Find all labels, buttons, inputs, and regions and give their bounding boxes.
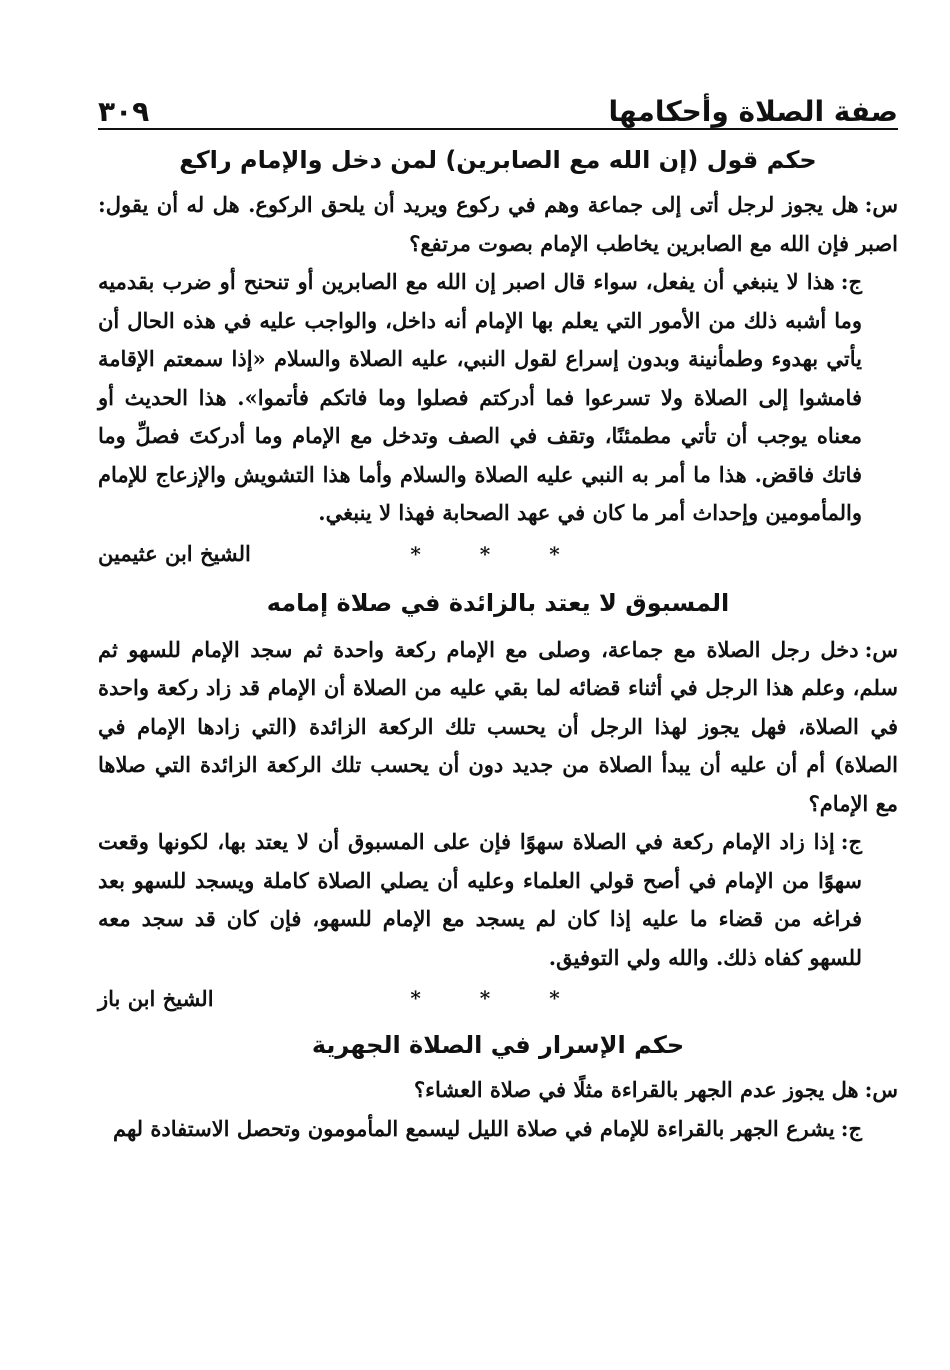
- answer-label: ج:: [840, 269, 862, 294]
- section-1-question: [98, 186, 898, 263]
- question-text: هل يجوز لرجل أتى إلى جماعة وهم في ركوع ويريد أن يلحق الركوع. هل له أن يقول: اصبر فإن الله مع الصابرين يخاطب الإمام بصوت مرتفع؟: [98, 192, 898, 256]
- answer-text: إذا زاد الإمام ركعة في الصلاة سهوًا فإن على المسبوق أن لا يعتد بها، لكونها وقعت سهوًا من الإمام في أصح قولي العلماء وعليه أن يصلي الصلاة كاملة ويسجد للسهو بعد فراغه من قضاء ما عليه إذا كان لم يسجد مع الإمام للسهو، فإن كان قد سجد معه للسهو كفاه ذلك. والله ولي التوفيق.: [98, 829, 862, 970]
- section-1: [98, 146, 898, 575]
- page-number: ٣٠٩: [98, 95, 150, 128]
- section-2-question: [98, 631, 898, 824]
- question-label: س:: [864, 636, 898, 662]
- section-3: [98, 1031, 898, 1148]
- book-title: صفة الصلاة وأحكامها: [608, 95, 898, 128]
- question-label: س:: [864, 192, 898, 217]
- section-2-signature: [98, 977, 898, 1019]
- section-2-title: المسبوق لا يعتد بالزائدة في صلاة إمامه: [266, 588, 730, 617]
- section-1-title: حكم قول (إن الله مع الصابرين) لمن دخل والإمام راكع: [179, 146, 817, 174]
- section-2-answer: [98, 823, 898, 977]
- answer-label: ج:: [840, 1115, 862, 1141]
- section-3-answer: [98, 1110, 898, 1149]
- answer-text: هذا لا ينبغي أن يفعل، سواء قال اصبر إن الله مع الصابرين أو تنحنح أو ضرب بقدميه وما أشبه ذلك من الأمور التي يعلم بها الإمام أنه داخل، والواجب عليه في هذه الحال أن يأتي بهدوء وطمأنينة وبدون إسراع لقول النبي، عليه الصلاة والسلام «إذا سمعتم الإقامة فامشوا إلى الصلاة ولا تسرعوا فما أدركتم فصلوا وما فاتكم فأتموا». هذا الحديث أو معناه يوجب أن تأتي مطمئنًا، وتقف في الصف وتدخل مع الإمام وما أدركتَ فصلِّ وما فاتك فاقض. هذا ما أمر به النبي عليه الصلاة والسلام وأما هذا التشويش والإزعاج للإمام والمأمومين وإحداث أمر ما كان في عهد الصحابة فهذا لا ينبغي.: [98, 269, 862, 525]
- question-text: دخل رجل الصلاة مع جماعة، وصلى مع الإمام ركعة واحدة ثم سجد الإمام للسهو ثم سلم، وعلم هذا الرجل في أثناء قضائه لما بقي عليه من الصلاة أن الإمام قد زاد ركعة واحدة في الصلاة، فهل يجوز لهذا الرجل أن يحسب تلك الركعة الزائدة (التي زادها الإمام في الصلاة) أم أن عليه أن يبدأ الصلاة من جديد دون أن يحسب تلك الركعة الزائدة التي صلاها مع الإمام؟: [98, 636, 898, 816]
- section-3-title: حكم الإسرار في الصلاة الجهرية: [311, 1031, 685, 1059]
- answer-text: يشرع الجهر بالقراءة للإمام في صلاة الليل ليسمع المأمومون وتحصل الاستفادة لهم: [113, 1115, 835, 1141]
- author-name: الشيخ ابن عثيمين: [98, 541, 251, 566]
- separator-stars: * * *: [410, 986, 586, 1010]
- page-header: [98, 70, 898, 130]
- question-text: هل يجوز عدم الجهر بالقراءة مثلًا في صلاة العشاء؟: [414, 1077, 859, 1102]
- section-3-question: [98, 1071, 898, 1110]
- author-name: الشيخ ابن باز: [98, 985, 214, 1011]
- separator-stars: * * *: [410, 541, 586, 566]
- question-label: س:: [864, 1077, 898, 1102]
- answer-label: ج:: [840, 829, 862, 854]
- section-1-signature: [98, 533, 898, 575]
- section-2: [98, 589, 898, 1020]
- section-1-answer: [98, 263, 898, 533]
